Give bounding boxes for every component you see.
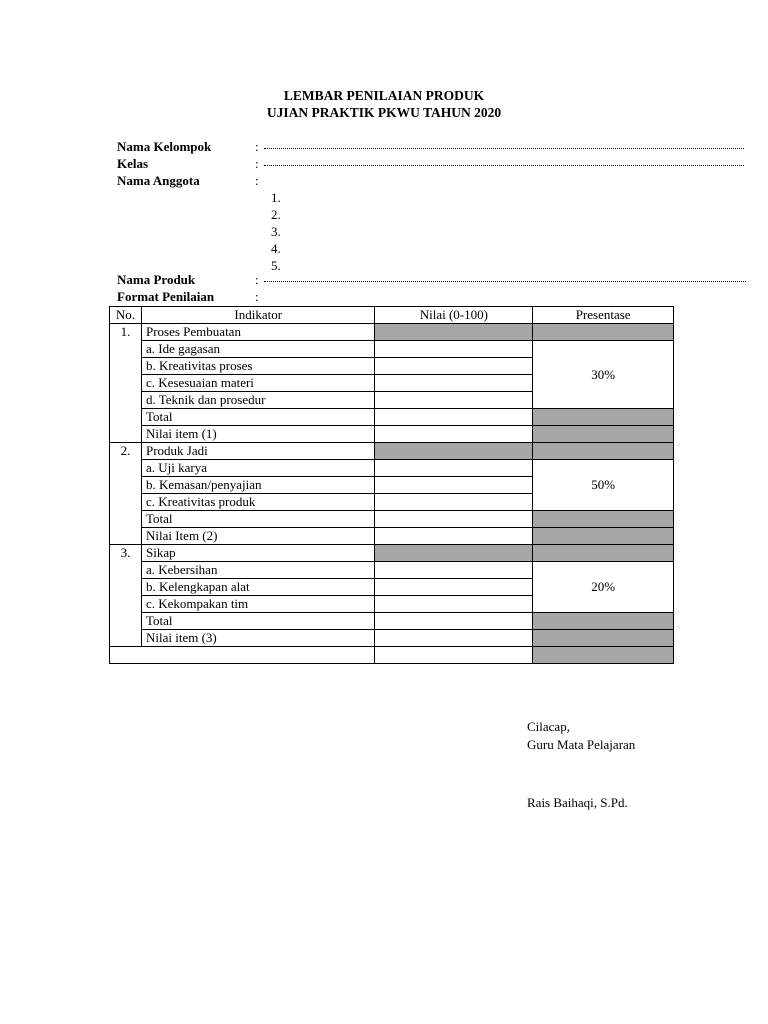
indicator-item: a. Ide gagasan — [141, 341, 374, 358]
table-row — [110, 562, 674, 579]
fill-in-line[interactable] — [264, 148, 744, 149]
section-percent: 50% — [533, 460, 674, 511]
score-cell-disabled — [375, 324, 533, 341]
field-label: Nama Kelompok — [117, 139, 212, 154]
item-score-cell[interactable] — [375, 630, 533, 647]
section-title: Sikap — [141, 545, 374, 562]
field-colon: : — [255, 289, 259, 304]
indicator-item: c. Kekompakan tim — [141, 596, 374, 613]
total-cell[interactable] — [375, 511, 533, 528]
member-item: 5. — [271, 258, 281, 273]
indicator-item: b. Kemasan/penyajian — [141, 477, 374, 494]
indicator-item: a. Uji karya — [141, 460, 374, 477]
table-row — [110, 443, 674, 460]
indicator-item: b. Kelengkapan alat — [141, 579, 374, 596]
field-label: Format Penilaian — [117, 289, 215, 304]
percent-cell-disabled — [533, 426, 674, 443]
field-colon: : — [255, 173, 259, 188]
member-item: 3. — [271, 224, 281, 239]
header-no: No. — [110, 307, 142, 324]
table-header-row — [110, 307, 674, 324]
percent-cell-disabled — [533, 528, 674, 545]
title-line-2: UJIAN PRAKTIK PKWU TAHUN 2020 — [266, 105, 502, 120]
indicator-item: c. Kreativitas produk — [141, 494, 374, 511]
table-row — [110, 409, 674, 426]
percent-cell-disabled — [533, 511, 674, 528]
indicator-item: a. Kebersihan — [141, 562, 374, 579]
field-label: Nama Anggota — [117, 173, 200, 188]
section-number: 3. — [110, 545, 142, 647]
indicator-item: b. Kreativitas proses — [141, 358, 374, 375]
score-cell[interactable] — [375, 460, 533, 477]
header-nilai: Nilai (0-100) — [375, 307, 533, 324]
percent-cell-disabled — [533, 324, 674, 341]
field-colon: : — [255, 272, 259, 287]
percent-cell-disabled — [533, 647, 674, 664]
signature-role: Guru Mata Pelajaran — [527, 737, 636, 752]
score-cell[interactable] — [375, 579, 533, 596]
indicator-item: c. Kesesuaian materi — [141, 375, 374, 392]
table-row — [110, 426, 674, 443]
field-label: Nama Produk — [117, 272, 196, 287]
score-cell[interactable] — [375, 562, 533, 579]
member-item: 2. — [271, 207, 281, 222]
table-row — [110, 341, 674, 358]
score-cell[interactable] — [375, 358, 533, 375]
table-row — [110, 545, 674, 562]
assessment-table — [109, 306, 674, 664]
score-cell[interactable] — [375, 494, 533, 511]
table-row — [110, 528, 674, 545]
score-cell[interactable] — [375, 341, 533, 358]
fill-in-line[interactable] — [264, 165, 744, 166]
total-cell[interactable] — [375, 409, 533, 426]
signature-name: Rais Baihaqi, S.Pd. — [527, 795, 628, 810]
percent-cell-disabled — [533, 443, 674, 460]
section-number: 1. — [110, 324, 142, 443]
score-cell[interactable] — [375, 477, 533, 494]
table-row — [110, 511, 674, 528]
percent-cell-disabled — [533, 630, 674, 647]
item-score-label: Nilai item (1) — [141, 426, 374, 443]
score-cell[interactable] — [375, 596, 533, 613]
item-score-cell[interactable] — [375, 426, 533, 443]
total-label: Total — [141, 409, 374, 426]
percent-cell-disabled — [533, 409, 674, 426]
section-title: Produk Jadi — [141, 443, 374, 460]
title-line-1: LEMBAR PENILAIAN PRODUK — [283, 88, 485, 103]
field-label: Kelas — [117, 156, 149, 171]
indicator-item: d. Teknik dan prosedur — [141, 392, 374, 409]
field-colon: : — [255, 139, 259, 154]
total-cell[interactable] — [375, 613, 533, 630]
item-score-label: Nilai item (3) — [141, 630, 374, 647]
section-number: 2. — [110, 443, 142, 545]
table-row — [110, 324, 674, 341]
member-item: 4. — [271, 241, 281, 256]
summary-score-cell[interactable] — [375, 647, 533, 664]
summary-row — [110, 647, 674, 664]
member-list — [271, 189, 281, 274]
score-cell[interactable] — [375, 392, 533, 409]
percent-cell-disabled — [533, 545, 674, 562]
score-cell-disabled — [375, 443, 533, 460]
percent-cell-disabled — [533, 613, 674, 630]
score-cell-disabled — [375, 545, 533, 562]
fill-in-line[interactable] — [264, 281, 746, 282]
field-colon: : — [255, 156, 259, 171]
score-cell[interactable] — [375, 375, 533, 392]
signature-city: Cilacap, — [527, 719, 570, 734]
table-row — [110, 460, 674, 477]
table-row — [110, 630, 674, 647]
item-score-cell[interactable] — [375, 528, 533, 545]
member-item: 1. — [271, 190, 281, 205]
item-score-label: Nilai Item (2) — [141, 528, 374, 545]
header-indikator: Indikator — [141, 307, 374, 324]
total-label: Total — [141, 511, 374, 528]
total-label: Total — [141, 613, 374, 630]
header-presentase: Presentase — [533, 307, 674, 324]
table-row — [110, 613, 674, 630]
section-title: Proses Pembuatan — [141, 324, 374, 341]
section-percent: 30% — [533, 341, 674, 409]
section-percent: 20% — [533, 562, 674, 613]
summary-label-cell — [110, 647, 375, 664]
